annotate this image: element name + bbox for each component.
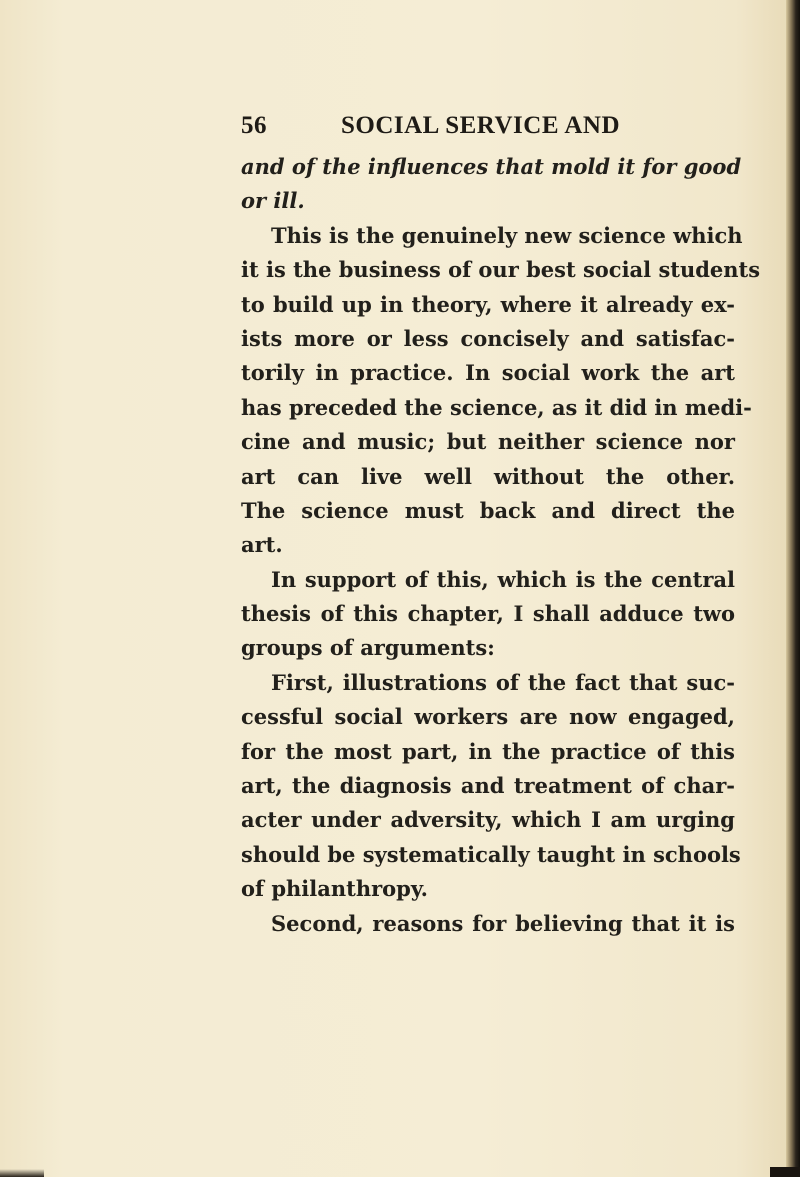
- text-line: acter under adversity, which I am urging: [241, 807, 735, 833]
- text-line: for the most part, in the practice of this: [241, 738, 735, 764]
- text-line: In support of this, which is the central: [271, 566, 735, 592]
- text-line: art, the diagnosis and treatment of char-: [241, 773, 735, 799]
- text-line: it is the business of our best social students: [241, 257, 761, 283]
- body-text: [241, 150, 761, 941]
- text-line: cine and music; but neither science nor: [241, 429, 735, 455]
- text-line: Second, reasons for believing that it is: [271, 910, 735, 936]
- text-line: and of the influences that mold it for good: [241, 154, 742, 179]
- text-line: torily in practice. In social work the art: [241, 360, 735, 386]
- text-line: should be systematically taught in schools: [241, 841, 741, 867]
- page-edge-shadow: [786, 0, 800, 1177]
- text-line: has preceded the science, as it did in medi-: [241, 394, 752, 420]
- text-line: art.: [241, 532, 283, 558]
- text-line: art can live well without the other.: [241, 463, 735, 489]
- page-corner-shadow-right: [770, 1167, 800, 1177]
- page-number: 56: [241, 112, 267, 139]
- text-line: groups of arguments:: [241, 635, 495, 661]
- text-line: The science must back and direct the: [241, 497, 735, 523]
- page-corner-shadow-left: [0, 1169, 44, 1177]
- running-title: SOCIAL SERVICE AND: [341, 112, 621, 139]
- text-line: cessful social workers are now engaged,: [241, 704, 735, 730]
- text-line: to build up in theory, where it already ex-: [241, 291, 735, 317]
- running-header: [241, 108, 711, 148]
- text-line: of philanthropy.: [241, 876, 428, 902]
- text-line: ists more or less concisely and satisfac-: [241, 325, 735, 351]
- text-line: First, illustrations of the fact that suc-: [271, 669, 735, 695]
- text-line: or ill.: [241, 188, 305, 214]
- text-line: thesis of this chapter, I shall adduce two: [241, 601, 735, 627]
- text-line: This is the genuinely new science which: [271, 222, 743, 248]
